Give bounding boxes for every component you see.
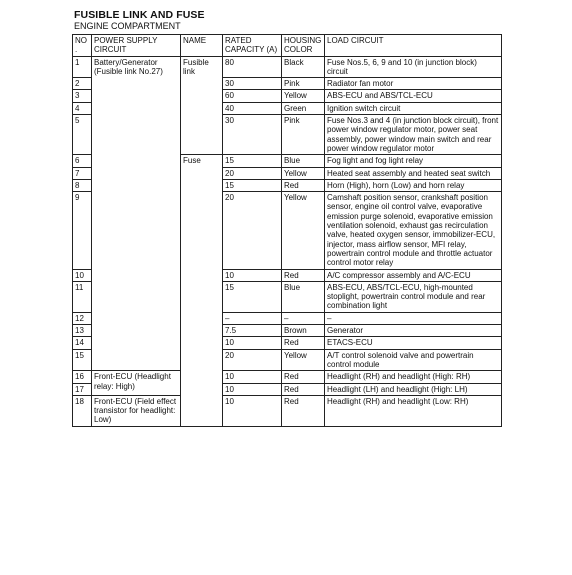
cell-load: Fog light and fog light relay [325, 155, 502, 167]
cell-capacity: 7.5 [223, 325, 282, 337]
cell-color: Red [282, 269, 325, 281]
cell-load: Fuse Nos.3 and 4 (in junction block circuit), front power window regulator motor, power seat assembly, power window main switch and rear power window regulator motor [325, 115, 502, 155]
table-row [73, 395, 502, 426]
cell-capacity: 20 [223, 349, 282, 371]
cell-capacity: 15 [223, 155, 282, 167]
cell-no: 18 [73, 395, 92, 426]
cell-color: Yellow [282, 90, 325, 102]
cell-no: 1 [73, 56, 92, 78]
cell-color: Black [282, 56, 325, 78]
cell-load: A/T control solenoid valve and powertrain control module [325, 349, 502, 371]
cell-capacity: 10 [223, 395, 282, 426]
cell-capacity: 10 [223, 337, 282, 349]
cell-capacity: 60 [223, 90, 282, 102]
cell-capacity: 15 [223, 179, 282, 191]
cell-color: Blue [282, 281, 325, 312]
cell-no: 3 [73, 90, 92, 102]
cell-name: Fuse [181, 155, 223, 426]
cell-load: Ignition switch circuit [325, 102, 502, 114]
cell-color: Yellow [282, 167, 325, 179]
cell-load: A/C compressor assembly and A/C-ECU [325, 269, 502, 281]
cell-no: 11 [73, 281, 92, 312]
table-row [73, 371, 502, 383]
cell-load: Camshaft position sensor, crankshaft position sensor, engine oil control valve, evaporative emission purge solenoid, evaporative emission ventilation solenoid, exhaust gas recirculation valve, heated oxygen sensor, immobilizer-ECU, injector, mass airflow sensor, MFI relay, powertrain control module and throttle actuator control motor relay [325, 192, 502, 269]
cell-no: 14 [73, 337, 92, 349]
cell-color: Yellow [282, 192, 325, 269]
header-no: NO. [73, 35, 92, 57]
cell-color: Red [282, 337, 325, 349]
cell-capacity: – [223, 312, 282, 324]
cell-load: Heated seat assembly and heated seat switch [325, 167, 502, 179]
cell-color: Red [282, 395, 325, 426]
cell-power-supply: Front-ECU (Field effect transistor for headlight: Low) [92, 395, 181, 426]
header-color: HOUSING COLOR [282, 35, 325, 57]
cell-color: – [282, 312, 325, 324]
cell-no: 5 [73, 115, 92, 155]
cell-no: 6 [73, 155, 92, 167]
cell-load: ABS-ECU, ABS/TCL-ECU, high-mounted stoplight, powertrain control module and rear combination light [325, 281, 502, 312]
header-load: LOAD CIRCUIT [325, 35, 502, 57]
cell-capacity: 80 [223, 56, 282, 78]
cell-color: Pink [282, 78, 325, 90]
cell-name: Fusible link [181, 56, 223, 155]
cell-power-supply: Battery/Generator (Fusible link No.27) [92, 56, 181, 371]
cell-load: Horn (High), horn (Low) and horn relay [325, 179, 502, 191]
header-capacity: RATED CAPACITY (A) [223, 35, 282, 57]
cell-no: 15 [73, 349, 92, 371]
page-subtitle: ENGINE COMPARTMENT [74, 21, 181, 31]
cell-capacity: 30 [223, 78, 282, 90]
cell-no: 9 [73, 192, 92, 269]
header-power-supply: POWER SUPPLY CIRCUIT [92, 35, 181, 57]
cell-capacity: 15 [223, 281, 282, 312]
cell-no: 8 [73, 179, 92, 191]
cell-no: 10 [73, 269, 92, 281]
table-header-row [73, 35, 502, 57]
cell-color: Pink [282, 115, 325, 155]
cell-power-supply: Front-ECU (Headlight relay: High) [92, 371, 181, 396]
cell-color: Red [282, 179, 325, 191]
cell-capacity: 20 [223, 167, 282, 179]
cell-no: 12 [73, 312, 92, 324]
cell-no: 16 [73, 371, 92, 383]
cell-load: ETACS-ECU [325, 337, 502, 349]
cell-load: Fuse Nos.5, 6, 9 and 10 (in junction block) circuit [325, 56, 502, 78]
cell-load: Headlight (RH) and headlight (Low: RH) [325, 395, 502, 426]
cell-capacity: 10 [223, 371, 282, 383]
cell-load: Radiator fan motor [325, 78, 502, 90]
cell-load: Headlight (RH) and headlight (High: RH) [325, 371, 502, 383]
cell-no: 2 [73, 78, 92, 90]
cell-load: Headlight (LH) and headlight (High: LH) [325, 383, 502, 395]
fuse-table [72, 34, 502, 427]
cell-color: Yellow [282, 349, 325, 371]
header-name: NAME [181, 35, 223, 57]
cell-capacity: 40 [223, 102, 282, 114]
table-row [73, 56, 502, 78]
cell-capacity: 10 [223, 383, 282, 395]
cell-no: 13 [73, 325, 92, 337]
cell-capacity: 30 [223, 115, 282, 155]
cell-color: Brown [282, 325, 325, 337]
cell-color: Blue [282, 155, 325, 167]
cell-load: – [325, 312, 502, 324]
cell-color: Red [282, 371, 325, 383]
cell-capacity: 20 [223, 192, 282, 269]
cell-no: 4 [73, 102, 92, 114]
cell-no: 7 [73, 167, 92, 179]
page-title: FUSIBLE LINK AND FUSE [74, 9, 205, 21]
cell-load: Generator [325, 325, 502, 337]
cell-color: Red [282, 383, 325, 395]
cell-load: ABS-ECU and ABS/TCL-ECU [325, 90, 502, 102]
cell-capacity: 10 [223, 269, 282, 281]
cell-color: Green [282, 102, 325, 114]
cell-no: 17 [73, 383, 92, 395]
